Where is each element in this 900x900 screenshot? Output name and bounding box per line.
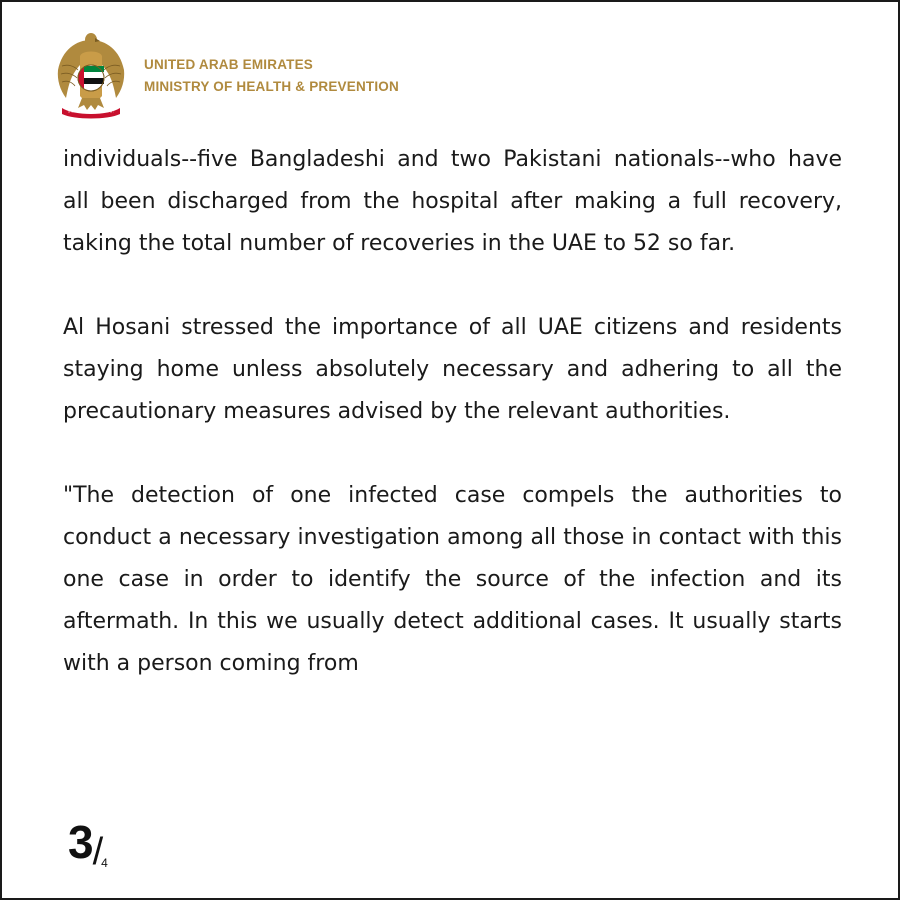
org-country: UNITED ARAB EMIRATES [144, 57, 313, 72]
organization-name [144, 54, 399, 98]
paragraph-stay-home: Al Hosani stressed the importance of all UAE citizens and residents staying home unless absolutely necessary and adhering to all the precautionary measures advised by the relevant authorities. [63, 315, 842, 424]
org-ministry: MINISTRY OF HEALTH & PREVENTION [144, 79, 399, 94]
page-current: 3 [68, 816, 94, 868]
paragraph-investigation: "The detection of one infected case compels the authorities to conduct a necessary investigation among all those in contact with this one case in order to identify the source of the infection and its aftermath. In this we usually detect additional cases. It usually starts with a person coming from [63, 483, 842, 676]
page-total: 4 [101, 856, 108, 870]
letterhead [54, 26, 554, 126]
uae-emblem-icon [54, 26, 128, 120]
paragraph-recoveries: individuals--five Bangladeshi and two Pakistani nationals--who have all been discharged from the hospital after making a full recovery, taking the total number of recoveries in the UAE to 52 so far. [63, 147, 842, 256]
page-indicator [68, 814, 108, 874]
page-separator: / [92, 831, 104, 873]
article-body [63, 139, 842, 685]
